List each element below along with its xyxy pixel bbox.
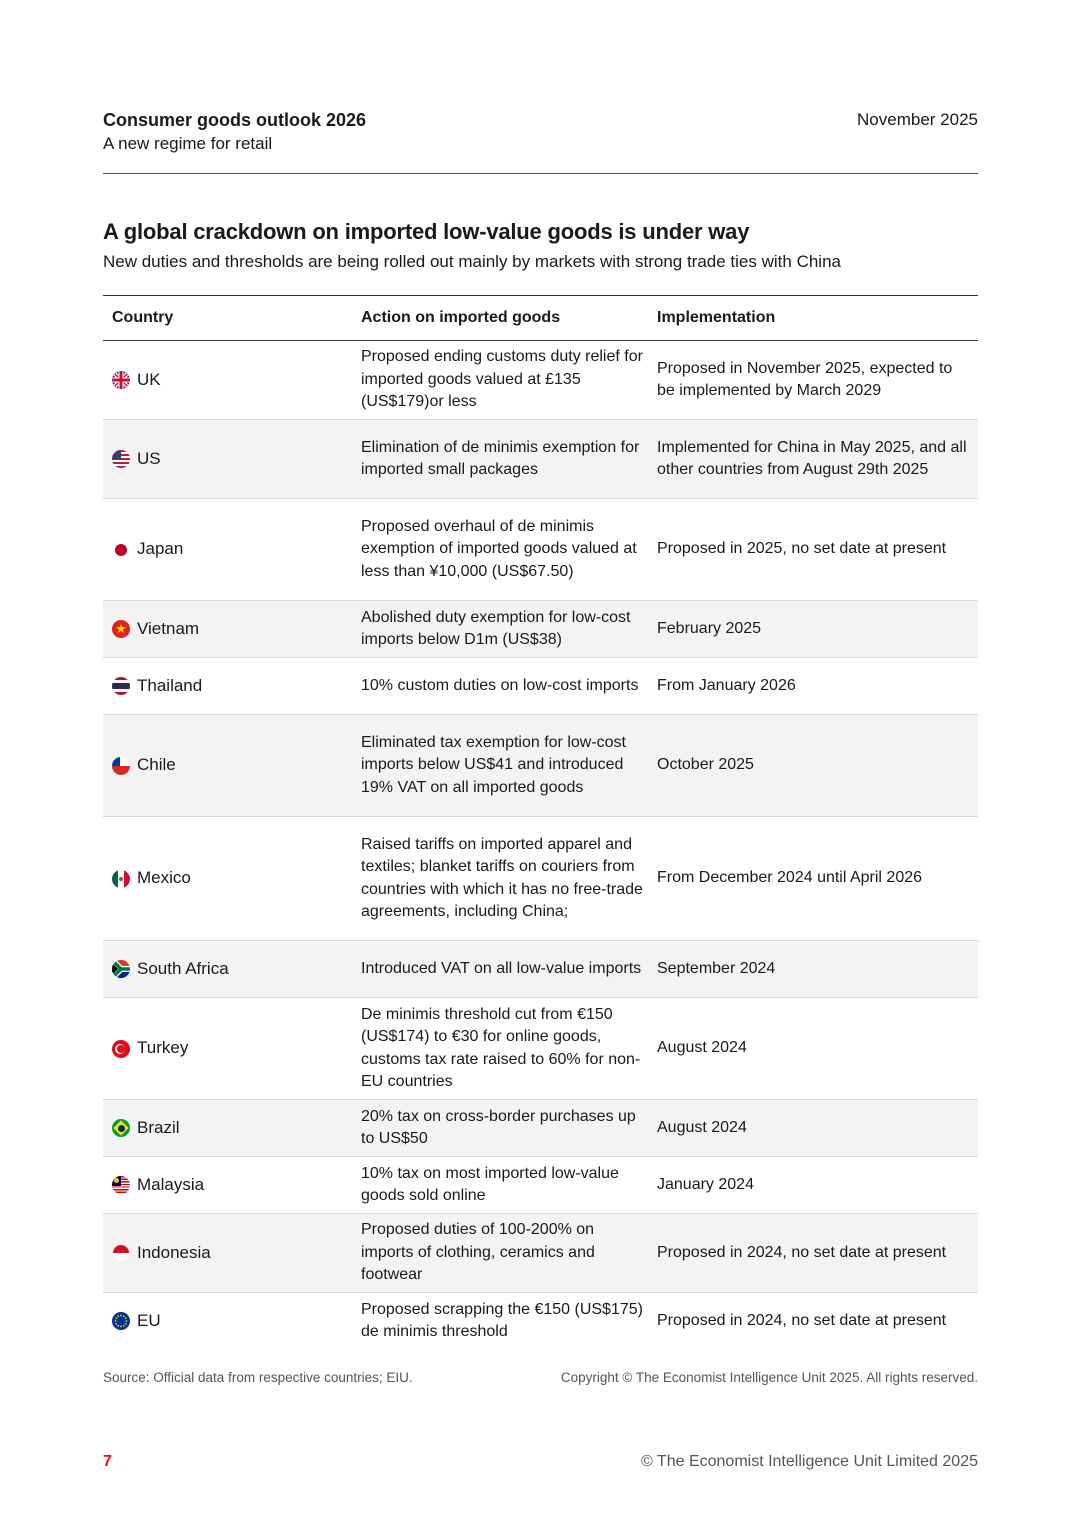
country-name: Brazil <box>137 1117 180 1137</box>
implementation-cell: October 2025 <box>648 715 978 817</box>
country-name: Indonesia <box>137 1242 211 1262</box>
country-cell <box>112 538 343 561</box>
table-row <box>103 658 978 715</box>
country-cell <box>112 754 343 777</box>
south-africa-flag-icon <box>112 960 130 978</box>
action-cell: Eliminated tax exemption for low-cost imports below US$41 and introduced 19% VAT on all imported goods <box>352 715 648 817</box>
brazil-flag-icon <box>112 1119 130 1137</box>
figure-subtitle: New duties and thresholds are being rolled out mainly by markets with strong trade ties with China <box>103 252 841 271</box>
publication-subtitle: A new regime for retail <box>103 134 273 153</box>
implementation-cell: From December 2024 until April 2026 <box>648 817 978 941</box>
turkey-flag-icon <box>112 1040 130 1058</box>
uk-flag-icon <box>112 371 130 389</box>
country-name: EU <box>137 1311 161 1330</box>
country-cell <box>112 1310 343 1333</box>
implementation-cell: From January 2026 <box>648 658 978 715</box>
action-cell: Elimination of de minimis exemption for imported small packages <box>352 420 648 499</box>
country-cell <box>112 448 343 471</box>
us-flag-icon <box>112 450 130 468</box>
country-name: South Africa <box>137 958 229 978</box>
country-cell <box>112 675 343 698</box>
action-cell: De minimis threshold cut from €150 (US$174) to €30 for online goods, customs tax rate raised to 60% for non-EU countries <box>352 998 648 1100</box>
implementation-cell: Proposed in 2025, no set date at present <box>648 499 978 601</box>
page-copyright: © The Economist Intelligence Unit Limited 2025 <box>640 1453 978 1470</box>
chile-flag-icon <box>112 757 130 775</box>
action-cell: Abolished duty exemption for low-cost imports below D1m (US$38) <box>352 601 648 658</box>
table-row <box>103 1293 978 1350</box>
action-cell: 20% tax on cross-border purchases up to US$50 <box>352 1100 648 1157</box>
malaysia-flag-icon <box>112 1176 130 1194</box>
country-name: Thailand <box>137 675 203 695</box>
action-cell: Raised tariffs on imported apparel and textiles; blanket tariffs on couriers from countries with which it has no free-trade agreements, including China; <box>352 817 648 941</box>
action-cell: Proposed duties of 100-200% on imports of clothing, ceramics and footwear <box>352 1214 648 1293</box>
table-row <box>103 998 978 1100</box>
country-name: Vietnam <box>137 618 200 638</box>
country-name: Japan <box>137 539 184 559</box>
action-cell: 10% custom duties on low-cost imports <box>352 658 648 715</box>
action-cell: Proposed ending customs duty relief for imported goods valued at £135 (US$179)or less <box>352 341 648 420</box>
country-name: Mexico <box>137 868 191 888</box>
publication-title: Consumer goods outlook 2026 <box>103 110 367 130</box>
table-row <box>103 601 978 658</box>
page-number: 7 <box>103 1453 112 1470</box>
country-cell <box>112 618 343 641</box>
table-row <box>103 499 978 601</box>
implementation-cell: Implemented for China in May 2025, and all other countries from August 29th 2025 <box>648 420 978 499</box>
figure-copyright: Copyright © The Economist Intelligence Unit 2025. All rights reserved. <box>560 1370 978 1385</box>
action-cell: Introduced VAT on all low-value imports <box>352 941 648 998</box>
implementation-cell: January 2024 <box>648 1157 978 1214</box>
implementation-cell: September 2024 <box>648 941 978 998</box>
imports-table <box>103 295 978 1350</box>
header-divider <box>103 173 978 174</box>
column-header-implementation: Implementation <box>657 308 776 326</box>
country-cell <box>112 867 343 890</box>
table-row <box>103 817 978 941</box>
figure-title: A global crackdown on imported low-value goods is under way <box>103 219 750 244</box>
country-name: UK <box>137 369 161 389</box>
country-cell <box>112 1037 343 1060</box>
implementation-cell: August 2024 <box>648 998 978 1100</box>
thailand-flag-icon <box>112 677 130 695</box>
table-header-row <box>103 296 978 341</box>
country-cell <box>112 1242 343 1265</box>
page-header <box>103 108 978 156</box>
publication-date: November 2025 <box>857 110 978 129</box>
table-row <box>103 341 978 420</box>
table-row <box>103 1100 978 1157</box>
column-header-country: Country <box>112 308 174 326</box>
country-cell <box>112 1174 343 1197</box>
action-cell: Proposed overhaul of de minimis exemption of imported goods valued at less than ¥10,000 (US$67.50) <box>352 499 648 601</box>
country-name: US <box>137 448 161 468</box>
eu-flag-icon <box>112 1312 130 1330</box>
table-row <box>103 715 978 817</box>
source-note: Source: Official data from respective countries; EIU. <box>103 1370 413 1385</box>
country-cell <box>112 369 343 392</box>
vietnam-flag-icon: ★ <box>112 620 130 638</box>
table-row <box>103 1214 978 1293</box>
implementation-cell: Proposed in 2024, no set date at present <box>648 1214 978 1293</box>
country-cell <box>112 1117 343 1140</box>
implementation-cell: Proposed in November 2025, expected to be implemented by March 2029 <box>648 341 978 420</box>
mexico-flag-icon <box>112 870 130 888</box>
japan-flag-icon <box>112 541 130 559</box>
action-cell: 10% tax on most imported low-value goods sold online <box>352 1157 648 1214</box>
table-row <box>103 1157 978 1214</box>
indonesia-flag-icon <box>112 1244 130 1262</box>
country-name: Chile <box>137 755 176 775</box>
implementation-cell: August 2024 <box>648 1100 978 1157</box>
column-header-action: Action on imported goods <box>361 308 561 326</box>
action-cell: Proposed scrapping the €150 (US$175) de minimis threshold <box>361 1300 643 1341</box>
table-row <box>103 941 978 998</box>
country-cell <box>112 958 343 981</box>
country-name: Turkey <box>137 1038 189 1058</box>
table-row <box>103 420 978 499</box>
implementation-cell: February 2025 <box>648 601 978 658</box>
country-name: Malaysia <box>137 1174 205 1194</box>
implementation-cell: Proposed in 2024, no set date at present <box>657 1312 947 1329</box>
